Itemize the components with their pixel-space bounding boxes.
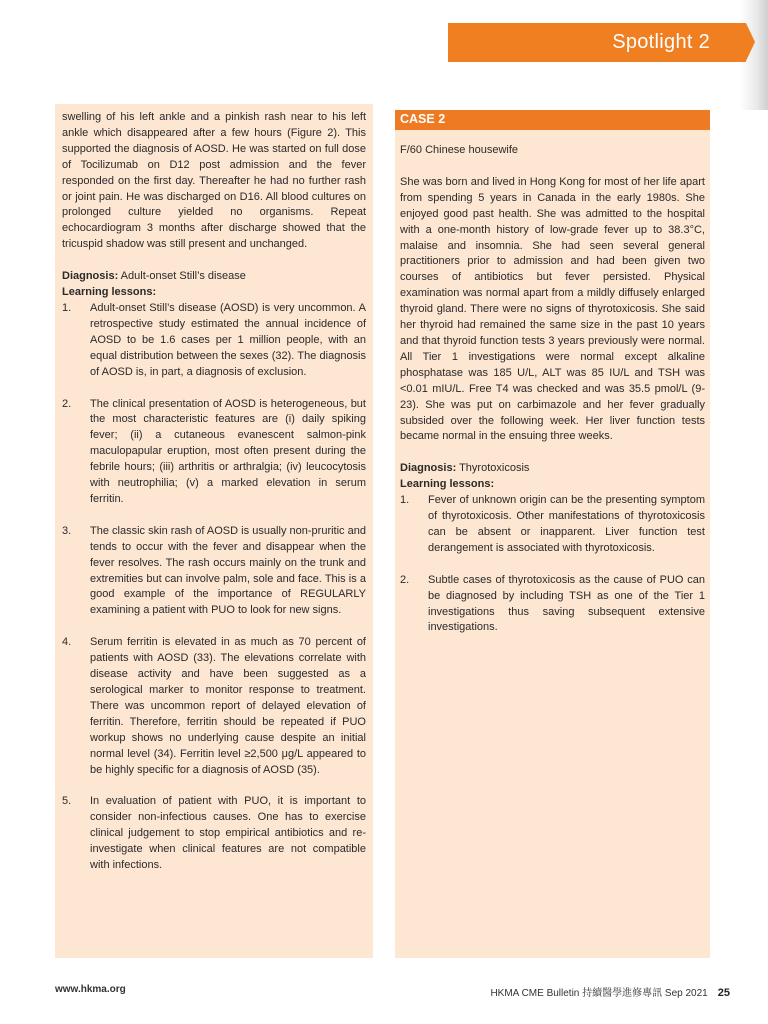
- lesson-number: 1.: [400, 494, 410, 507]
- lesson-number: 2.: [400, 573, 410, 586]
- case-2-history: She was born and lived in Hong Kong for most of her life apart from spending 5 years in Canada in the early 1980s. She enjoyed good past health. She was admitted to the hospital with a one-month history of low-grade fever up to 38.3°C, malaise and insomnia. She had seen several general practitioners prior to admission and had been given two courses of antibiotics but fever persisted. Physical examination was normal apart from a mildly diffusely enlarged thyroid gland. There were no signs of thyrotoxicosis. She said her thyroid had remained the same size in the past 10 years and that thyroid function tests 3 years previously were normal. All Tier 1 investigations were normal except alkaline phosphatase was 185 U/L, ALT was 85 IU/L and TSH was <0.01 mIU/L. Free T4 was checked and was 35.5 pmol/L (9-23). She was put on carbimazole and her fever gradually subsided over the following week. Her liver function tests became normal in the ensuing three weeks.: [400, 175, 705, 443]
- lesson-item: [62, 635, 366, 778]
- case-2-patient: F/60 Chinese housewife: [400, 144, 519, 156]
- case-2-diagnosis: [400, 461, 705, 477]
- lesson-number: 2.: [62, 397, 72, 410]
- diagnosis-value: Thyrotoxicosis: [456, 462, 530, 475]
- diagnosis-value: Adult-onset Still’s disease: [118, 270, 246, 283]
- lesson-number: 3.: [62, 524, 72, 537]
- lesson-item: [62, 524, 366, 619]
- page-number: 25: [717, 987, 730, 999]
- lesson-item: [62, 301, 366, 381]
- case-2-lessons-list: [400, 493, 705, 636]
- footer-url[interactable]: www.hkma.org: [55, 984, 126, 995]
- footer-publication: [490, 984, 730, 999]
- case-2-label: CASE 2: [400, 112, 446, 126]
- case-1-lessons-list: [62, 301, 366, 874]
- case-2-text: [400, 143, 705, 652]
- lesson-item: [62, 397, 366, 508]
- lesson-text: The clinical presentation of AOSD is heterogeneous, but the most characteristic features are (i) daily spiking fever; (ii) a cutaneous evanescent salmon-pink maculopapular eruption, most often present during the febrile hours; (iii) arthritis or arthralgia; (iv) leucocytosis with neutrophilia; (v) a marked elevation in serum ferritin.: [90, 397, 366, 505]
- lesson-text: Adult-onset Still’s disease (AOSD) is very uncommon. A retrospective study estimated the annual incidence of AOSD to be 1.6 cases per 1 million people, with an equal distribution between the sexes (32). The diagnosis of AOSD is, in part, a diagnosis of exclusion.: [90, 301, 366, 378]
- lesson-text: Fever of unknown origin can be the presenting symptom of thyrotoxicosis. Other manifestations of thyrotoxicosis can be absent or inapparent. Liver function test derangement is associated with thyrotoxicosis.: [428, 494, 705, 554]
- case-1-text: [62, 110, 366, 890]
- case-2-lessons-heading: Learning lessons:: [400, 478, 495, 491]
- diagnosis-label: Diagnosis:: [62, 270, 119, 283]
- lesson-text: Serum ferritin is elevated in as much as 70 percent of patients with AOSD (33). The elevations correlate with disease activity and have been suggested as a serological marker to monitor response to treatment. There was uncommon report of delayed elevation of ferritin. Therefore, ferritin should be repeated if PUO workup shows no underlying cause despite an initial normal level (34). Ferritin level ≥2,500 μg/L appeared to be highly specific for a diagnosis of AOSD (35).: [90, 636, 366, 776]
- case-2-header: [395, 110, 710, 130]
- lesson-text: Subtle cases of thyrotoxicosis as the cause of PUO can be diagnosed by including TSH as one of the Tier 1 investigations thus saving subsequent extensive investigations.: [428, 573, 705, 634]
- spotlight-label: Spotlight 2: [612, 31, 710, 53]
- lesson-item: [400, 493, 705, 557]
- publication-title: HKMA CME Bulletin 持續醫學進修專訊 Sep 2021: [490, 988, 708, 999]
- diagnosis-label: Diagnosis:: [400, 462, 457, 475]
- lesson-text: In evaluation of patient with PUO, it is important to consider non-infectious causes. One has to exercise clinical judgement to stop empirical antibiotics and re-investigate when clinical features are not compatible with infections.: [90, 795, 366, 872]
- lesson-item: [400, 573, 705, 637]
- lesson-number: 4.: [62, 636, 72, 649]
- case-1-intro: swelling of his left ankle and a pinkish rash near to his left ankle which disappeared after a few hours (Figure 2). This supported the diagnosis of AOSD. He was started on full dose of Tocilizumab on D12 post admission and the fever responded on the first day. Thereafter he had no further rash or joint pain. He was discharged on D16. All blood cultures on prolonged culture yielded no organisms. Repeat echocardiogram 3 months after discharge showed that the tricuspid shadow was still present and unchanged.: [62, 111, 366, 251]
- lesson-text: The classic skin rash of AOSD is usually non-pruritic and tends to occur with the fever and disappear when the fever resolves. The rash occurs mainly on the trunk and extremities but can involve palm, sole and face. This is a good example of the importance of REGULARLY examining a patient with PUO to look for new signs.: [90, 524, 366, 617]
- case-1-diagnosis: [62, 269, 366, 285]
- lesson-number: 1.: [62, 301, 72, 314]
- lesson-number: 5.: [62, 795, 72, 808]
- spotlight-banner: [448, 23, 746, 62]
- case-1-lessons-heading: Learning lessons:: [62, 286, 157, 299]
- lesson-item: [62, 794, 366, 874]
